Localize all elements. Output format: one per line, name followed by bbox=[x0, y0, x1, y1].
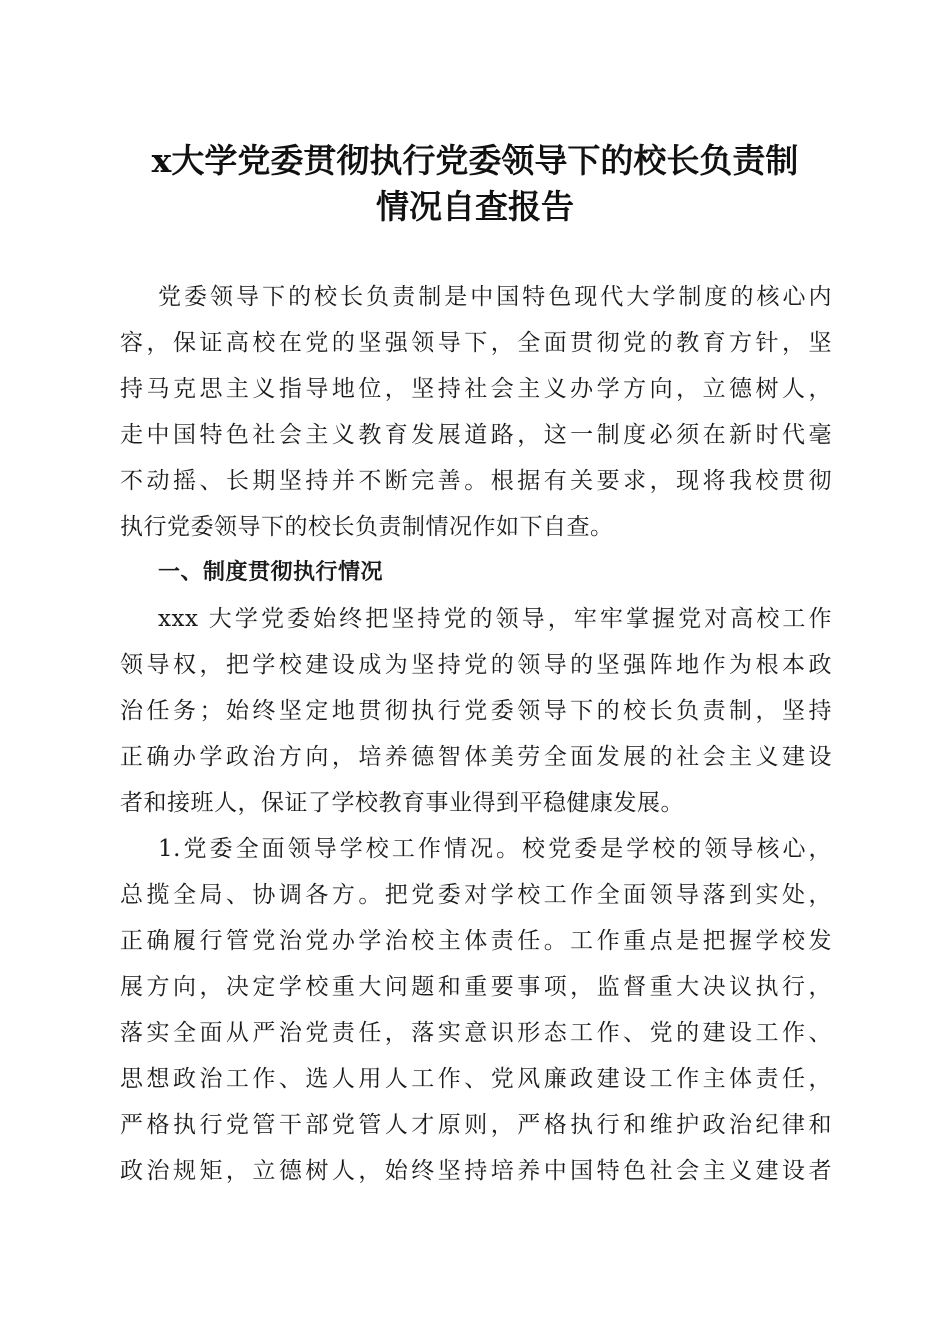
paragraph-line: 治任务；始终坚定地贯彻执行党委领导下的校长负责制，坚持 bbox=[120, 698, 832, 724]
paragraph-line: 落实全面从严治党责任，落实意识形态工作、党的建设工作、 bbox=[120, 1020, 832, 1046]
paragraph-line: 1.党委全面领导学校工作情况。校党委是学校的领导核心， bbox=[158, 836, 832, 862]
paragraph-line: 政治规矩，立德树人，始终坚持培养中国特色社会主义建设者 bbox=[120, 1158, 832, 1184]
paragraph-line: 不动摇、长期坚持并不断完善。根据有关要求，现将我校贯彻 bbox=[120, 468, 832, 494]
paragraph-line: 总揽全局、协调各方。把党委对学校工作全面领导落到实处， bbox=[120, 882, 832, 908]
paragraph-line: 正确办学政治方向，培养德智体美劳全面发展的社会主义建设 bbox=[120, 744, 832, 770]
paragraph-line: 者和接班人，保证了学校教育事业得到平稳健康发展。 bbox=[120, 790, 684, 816]
document-title-line-1: x大学党委贯彻执行党委领导下的校长负责制 bbox=[151, 141, 799, 180]
paragraph-line: 思想政治工作、选人用人工作、党风廉政建设工作主体责任， bbox=[120, 1066, 832, 1092]
paragraph-line: 正确履行管党治党办学治校主体责任。工作重点是把握学校发 bbox=[120, 928, 832, 954]
section-heading: 一、制度贯彻执行情况 bbox=[158, 560, 384, 585]
paragraph-line: 展方向，决定学校重大问题和重要事项，监督重大决议执行， bbox=[120, 974, 832, 1000]
paragraph-line: 容，保证高校在党的坚强领导下，全面贯彻党的教育方针，坚 bbox=[120, 330, 832, 356]
paragraph-line: 领导权，把学校建设成为坚持党的领导的坚强阵地作为根本政 bbox=[120, 652, 832, 678]
paragraph-line: 党委领导下的校长负责制是中国特色现代大学制度的核心内 bbox=[158, 284, 832, 310]
paragraph-line: 严格执行党管干部党管人才原则，严格执行和维护政治纪律和 bbox=[120, 1112, 832, 1138]
document-body bbox=[120, 274, 832, 1194]
document-title-line-2: 情况自查报告 bbox=[376, 187, 574, 226]
paragraph-line: 执行党委领导下的校长负责制情况作如下自查。 bbox=[120, 514, 614, 540]
paragraph-line: xxx 大学党委始终把坚持党的领导，牢牢掌握党对高校工作 bbox=[158, 606, 832, 632]
paragraph-line: 持马克思主义指导地位，坚持社会主义办学方向，立德树人， bbox=[120, 376, 832, 402]
paragraph-line: 走中国特色社会主义教育发展道路，这一制度必须在新时代毫 bbox=[120, 422, 832, 448]
